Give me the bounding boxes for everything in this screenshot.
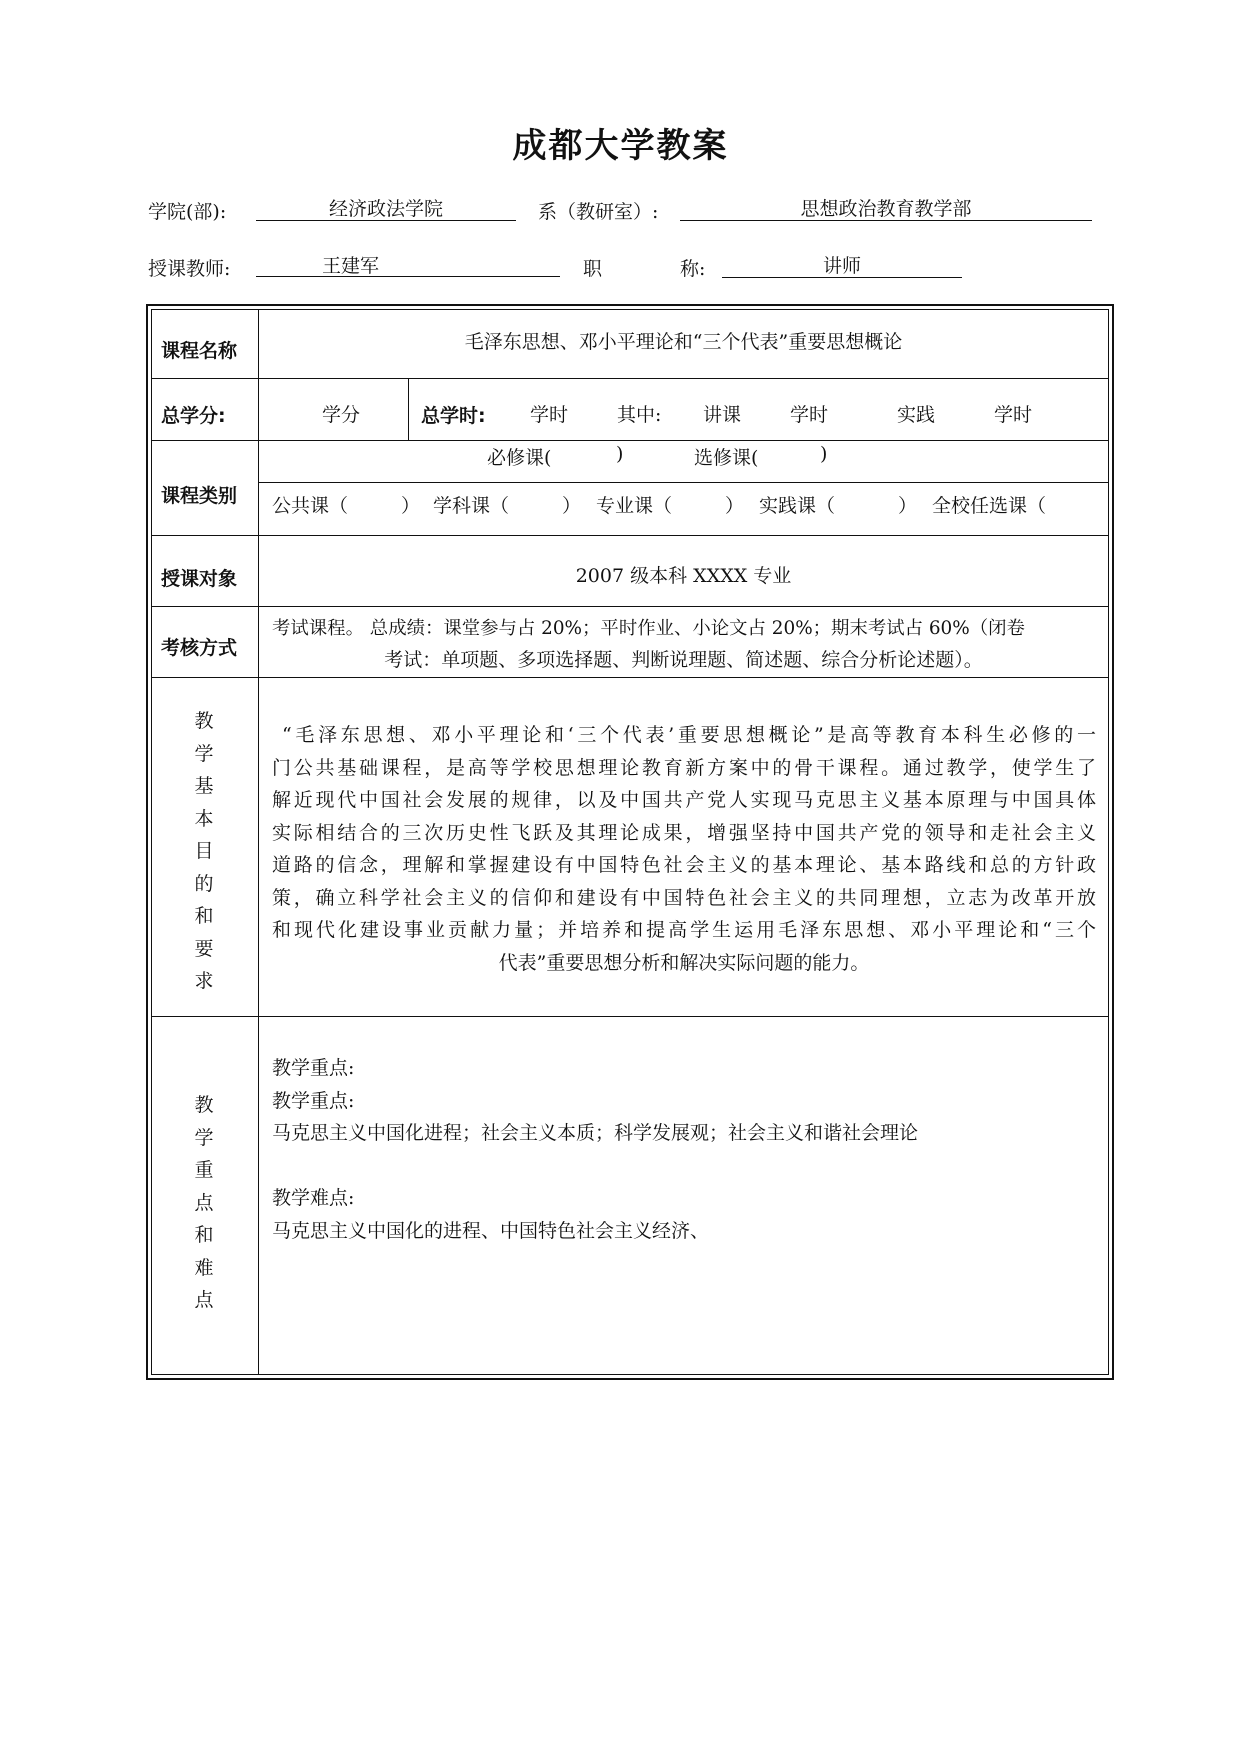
label-column-divider (258, 309, 259, 1375)
rank-field: 讲师 (722, 251, 962, 278)
page-title: 成都大学教案 (512, 126, 729, 166)
course-name-label: 课程名称 (161, 340, 238, 362)
objectives-line: 门公共基础课程，是高等学校思想理论教育新方案中的骨干课程。通过教学，使学生了 (272, 756, 1096, 779)
row-divider (151, 440, 1109, 441)
among-label: 其中: (617, 404, 662, 426)
assessment-label: 考核方式 (161, 637, 238, 659)
audience-value: 2007 级本科 XXXX 专业 (575, 565, 792, 587)
key-points-line: 教学重点: (272, 1089, 355, 1112)
objectives-line: 解近现代中国社会发展的规律，以及中国共产党人实现马克思主义基本原理与中国具体 (272, 789, 1096, 811)
teacher-label: 授课教师: (148, 258, 231, 280)
objectives-line: 实际相结合的三次历史性飞跃及其理论成果，增强坚持中国共产党的领导和走社会主义 (272, 821, 1096, 844)
public-course-option: 公共课（ (272, 495, 349, 517)
practice-course-close: ） (898, 495, 918, 517)
elective-course-option: 选修课( (694, 447, 759, 469)
major-course-close: ） (725, 495, 745, 517)
lecture-label: 讲课 (703, 404, 742, 426)
hours-unit: 学时 (530, 404, 569, 426)
objectives-line: 道路的信念，理解和掌握建设有中国特色社会主义的基本理论、基本路线和总的方针政 (272, 854, 1096, 876)
rank-label-part2: 称: (680, 258, 706, 280)
assessment-line-1: 考试课程。 总成绩：课堂参与占 20%；平时作业、小论文占 20%；期末考试占 60%（闭卷 (272, 618, 1025, 639)
practice-hours-unit: 学时 (994, 404, 1033, 426)
key-points-line: 教学难点: (272, 1187, 355, 1209)
credits-divider (408, 378, 409, 440)
row-divider (151, 677, 1109, 678)
discipline-course-close: ） (562, 495, 582, 517)
lecture-hours-unit: 学时 (790, 404, 829, 426)
major-course-option: 专业课（ (596, 495, 673, 517)
teacher-field: 王建军 (256, 251, 560, 277)
total-credits-label: 总学分: (161, 405, 226, 427)
discipline-course-option: 学科课（ (433, 495, 510, 517)
practice-course-option: 实践课（ (759, 495, 836, 517)
objectives-line: “毛泽东思想、邓小平理论和‘三个代表’重要思想概论”是高等教育本科生必修的一 (282, 724, 1096, 746)
rank-label-part1: 职 (583, 258, 603, 280)
row-divider (151, 606, 1109, 607)
required-course-option: 必修课( (487, 447, 552, 469)
college-label: 学院(部): (148, 201, 227, 223)
audience-label: 授课对象 (161, 568, 238, 590)
public-course-close: ） (401, 495, 421, 517)
assessment-line-2: 考试：单项题、多项选择题、判断说理题、简述题、综合分析论述题）。 (384, 649, 983, 671)
dept-field: 思想政治教育教学部 (680, 194, 1092, 221)
key-points-line: 教学重点: (272, 1057, 355, 1079)
total-hours-label: 总学时: (421, 405, 486, 427)
objectives-label: 教学基本目的和要求 (194, 710, 214, 992)
course-category-label: 课程类别 (161, 485, 238, 507)
objectives-line: 策，确立科学社会主义的信仰和建设有中国特色社会主义的共同理想，立志为改革开放 (272, 886, 1096, 909)
row-divider (151, 1016, 1109, 1017)
required-course-close: ) (616, 443, 624, 465)
row-subdivider (258, 482, 1109, 483)
course-name-value: 毛泽东思想、邓小平理论和“三个代表”重要思想概论 (464, 331, 903, 353)
dept-label: 系（教研室）: (538, 201, 659, 223)
key-points-line: 马克思主义中国化的进程、中国特色社会主义经济、 (272, 1219, 710, 1242)
elective-course-close: ) (820, 443, 828, 465)
objectives-line: 代表”重要思想分析和解决实际问题的能力。 (498, 951, 870, 974)
key-points-spacer (272, 1150, 1096, 1183)
key-points-line: 马克思主义中国化进程；社会主义本质；科学发展观；社会主义和谐社会理论 (272, 1122, 919, 1144)
key-points-label: 教学重点和难点 (194, 1094, 214, 1311)
college-field: 经济政法学院 (256, 194, 516, 221)
objectives-line: 和现代化建设事业贡献力量；并培养和提高学生运用毛泽东思想、邓小平理论和“三个 (272, 919, 1096, 941)
objectives-text (272, 719, 1096, 979)
practice-label: 实践 (897, 404, 936, 426)
credit-unit: 学分 (322, 404, 361, 426)
row-divider (151, 535, 1109, 536)
key-points-text (272, 1052, 1096, 1247)
row-divider (151, 378, 1109, 379)
campus-elective-option: 全校任选课（ (932, 495, 1047, 517)
